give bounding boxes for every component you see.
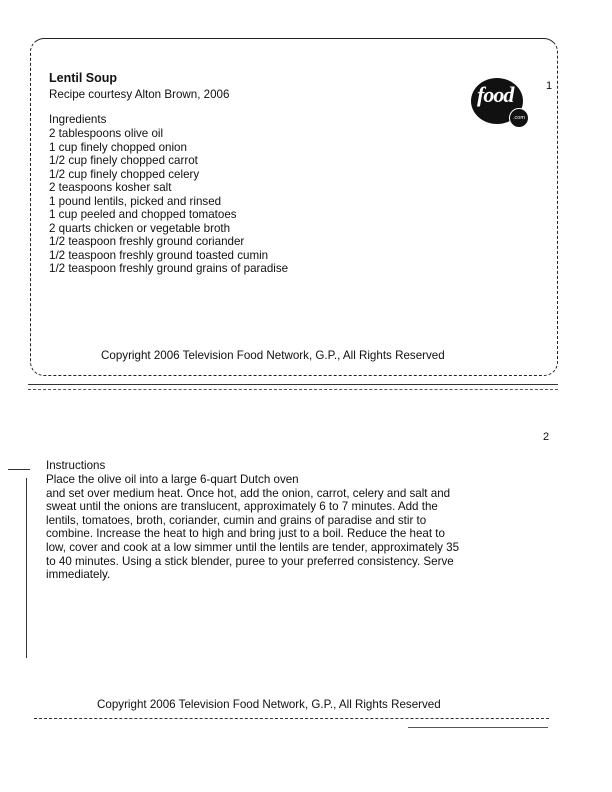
instruction-line: sweat until the onions are translucent, approximately 6 to 7 minutes. Add the (46, 500, 438, 514)
page-number-1: 1 (546, 80, 553, 92)
instruction-line: Place the olive oil into a large 6-quart Dutch oven (46, 473, 299, 486)
ingredient-item: 2 tablespoons olive oil (49, 127, 164, 140)
card-divider-bottom (28, 389, 558, 390)
instructions-heading: Instructions (46, 459, 106, 472)
ingredients-list (49, 127, 288, 276)
ingredient-item: 2 teaspoons kosher salt (49, 181, 172, 194)
ingredient-item: 1/2 cup finely chopped carrot (49, 154, 198, 167)
card-divider-top (28, 384, 558, 385)
instruction-line: combine. Increase the heat to high and bring just to a boil. Reduce the heat to (46, 527, 445, 541)
logo-badge: .com (509, 108, 529, 128)
edge-mark (8, 469, 30, 470)
card-2-bottom-mark (408, 727, 548, 728)
instructions-body (46, 473, 486, 582)
page-number-2: 2 (543, 431, 550, 443)
ingredient-item: 2 quarts chicken or vegetable broth (49, 221, 231, 235)
ingredients-heading: Ingredients (49, 113, 107, 126)
copyright-card-2: Copyright 2006 Television Food Network, G.P., All Rights Reserved (97, 698, 441, 711)
recipe-attribution: Recipe courtesy Alton Brown, 2006 (49, 88, 230, 101)
card-2-bottom-edge (34, 718, 549, 719)
instruction-line: lentils, tomatoes, broth, coriander, cumin and grains of paradise and stir to (46, 513, 427, 527)
logo-wordmark: food (477, 82, 514, 107)
ingredient-item: 1 cup peeled and chopped tomatoes (49, 208, 237, 221)
ingredient-item: 1 cup finely chopped onion (49, 140, 187, 154)
food-network-logo-icon (471, 78, 523, 124)
instruction-line: and set over medium heat. Once hot, add the onion, carrot, celery and salt and (46, 486, 451, 500)
ingredient-item: 1/2 cup finely chopped celery (49, 167, 200, 181)
ingredient-item: 1/2 teaspoon freshly ground grains of paradise (49, 262, 289, 275)
instruction-line: immediately. (46, 568, 111, 582)
card-2-left-edge (26, 478, 27, 658)
instruction-line: to 40 minutes. Using a stick blender, puree to your preferred consistency. Serve (46, 554, 454, 568)
recipe-title: Lentil Soup (49, 71, 118, 85)
ingredient-item: 1/2 teaspoon freshly ground toasted cumin (49, 248, 269, 262)
ingredient-item: 1 pound lentils, picked and rinsed (49, 194, 222, 208)
ingredient-item: 1/2 teaspoon freshly ground coriander (49, 235, 245, 248)
instruction-line: low, cover and cook at a low simmer until the lentils are tender, approximately 35 (46, 540, 460, 554)
copyright-card-1: Copyright 2006 Television Food Network, G.P., All Rights Reserved (101, 349, 445, 362)
